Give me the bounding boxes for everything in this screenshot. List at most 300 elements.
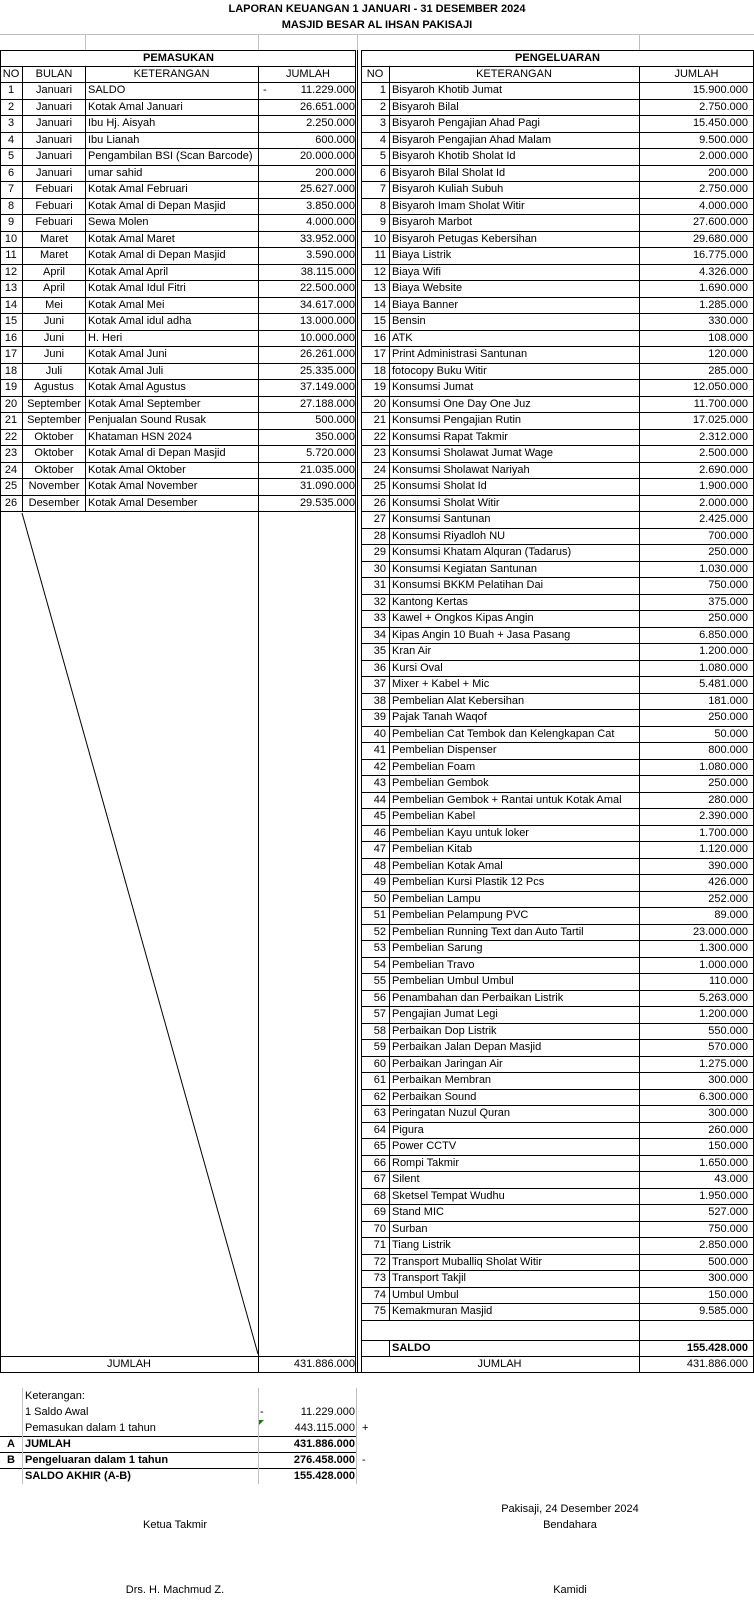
grid-hline xyxy=(361,544,754,545)
expense-row-amount: 2.690.000 xyxy=(699,463,748,476)
expense-row-desc: Kantong Kertas xyxy=(392,595,468,608)
expense-row-no: 72 xyxy=(373,1255,386,1268)
expense-row-no: 39 xyxy=(373,711,386,723)
grid-vline xyxy=(85,66,86,511)
income-row-month: Januari xyxy=(35,100,73,113)
expense-row-no: 18 xyxy=(373,364,386,377)
expense-row-no: 40 xyxy=(373,727,386,740)
expense-row-amount: 6.300.000 xyxy=(699,1090,748,1103)
expense-row-no: 37 xyxy=(373,678,386,690)
expense-heading: PENGELUARAN xyxy=(515,52,600,64)
income-row-desc: Ibu Hj. Aisyah xyxy=(88,117,156,129)
grid-hline xyxy=(361,610,754,611)
grid-hline xyxy=(361,346,754,347)
expense-row-desc: Bisyaroh Pengajian Ahad Pagi xyxy=(392,117,540,129)
income-row-amount: 38.115.000 xyxy=(300,265,355,278)
income-col-desc: KETERANGAN xyxy=(133,68,210,80)
expense-row-amount: 750.000 xyxy=(708,579,748,591)
grid-hline xyxy=(0,313,355,314)
income-row-desc: Kotak Amal Januari xyxy=(88,100,183,113)
expense-row-desc: Pajak Tanah Waqof xyxy=(392,711,487,723)
grid-hline xyxy=(361,775,754,776)
expense-row-desc: Silent xyxy=(392,1173,420,1185)
cell-comment-marker xyxy=(259,1420,264,1425)
income-row-month: Januari xyxy=(35,150,73,162)
expense-row-desc: Pigura xyxy=(392,1123,424,1136)
expense-row-no: 24 xyxy=(373,463,386,476)
expense-row-amount: 1.700.000 xyxy=(699,826,748,839)
grid-hline xyxy=(361,1089,754,1090)
grid-hline xyxy=(361,396,754,397)
expense-row-no: 26 xyxy=(373,496,386,509)
income-row-desc: umar sahid xyxy=(88,166,143,179)
income-row-amount: 13.000.000 xyxy=(299,315,355,327)
expense-row-amount: 16.775.000 xyxy=(692,249,748,261)
expense-row-desc: Bisyaroh Bilal Sholat Id xyxy=(392,166,506,179)
grid-hline xyxy=(0,82,355,83)
expense-row-desc: Pembelian Alat Kebersihan xyxy=(392,694,525,707)
expense-row-desc: Rompi Takmir xyxy=(392,1156,460,1169)
expense-row-amount: 200.000 xyxy=(708,166,748,179)
expense-row-desc: Konsumsi Kegiatan Santunan xyxy=(392,562,537,575)
grid-hline xyxy=(361,1270,754,1271)
grid-hline xyxy=(361,1138,754,1139)
grid-vline xyxy=(357,50,358,1372)
expense-row-desc: Konsumsi Khatam Alquran (Tadarus) xyxy=(392,546,572,558)
income-row-amount: 25.627.000 xyxy=(299,183,355,195)
income-row-month: Januari xyxy=(35,166,73,179)
grid-vline xyxy=(85,34,86,50)
expense-row-desc: Bisyaroh Khotib Jumat xyxy=(392,84,503,96)
expense-row-amount: 1.080.000 xyxy=(699,661,748,674)
expense-row-amount: 89.000 xyxy=(714,909,748,921)
expense-row-amount: 1.650.000 xyxy=(699,1156,748,1169)
expense-row-amount: 280.000 xyxy=(708,793,748,806)
income-row-desc: Pengambilan BSI (Scan Barcode) xyxy=(88,150,253,162)
expense-row-desc: Bisyaroh Imam Sholat Witir xyxy=(392,199,525,212)
income-row-no: 23 xyxy=(4,447,18,459)
income-row-amount: 4.000.000 xyxy=(306,216,355,228)
income-row-no: 9 xyxy=(7,216,15,228)
income-row-amount: 3.590.000 xyxy=(306,249,355,261)
expense-row-amount: 800.000 xyxy=(708,744,748,756)
income-row-month: Febuari xyxy=(35,183,73,195)
income-row-desc: Kotak Amal April xyxy=(88,265,169,278)
expense-row-no: 16 xyxy=(373,331,386,344)
grid-hline xyxy=(361,940,754,941)
expense-row-no: 41 xyxy=(373,744,386,756)
expense-row-no: 70 xyxy=(373,1222,386,1235)
grid-hline xyxy=(0,511,355,512)
grid-vline xyxy=(356,1388,357,1484)
expense-row-amount: 6.850.000 xyxy=(699,628,748,641)
grid-hline xyxy=(361,924,754,925)
expense-row-no: 11 xyxy=(374,249,386,261)
expense-row-amount: 426.000 xyxy=(708,876,748,888)
expense-row-no: 28 xyxy=(373,529,386,542)
expense-row-no: 5 xyxy=(379,150,386,162)
income-row-no: 14 xyxy=(4,298,18,311)
grid-hline xyxy=(361,973,754,974)
grid-vline xyxy=(258,66,259,1372)
expense-row-no: 33 xyxy=(373,612,386,624)
grid-hline xyxy=(0,280,355,281)
expense-row-desc: Kursi Oval xyxy=(392,661,443,674)
expense-row-amount: 43.000 xyxy=(714,1173,748,1185)
grid-hline xyxy=(361,643,754,644)
income-col-amount: JUMLAH xyxy=(285,68,330,80)
income-row-no: 18 xyxy=(4,364,18,377)
grid-hline xyxy=(0,429,355,430)
income-row-desc: Kotak Amal di Depan Masjid xyxy=(88,447,226,459)
expense-row-desc: Pembelian Kayu untuk loker xyxy=(392,826,529,839)
income-row-no: 10 xyxy=(4,232,18,245)
expense-row-desc: Pembelian Umbul Umbul xyxy=(392,975,514,987)
mosque-name: MASJID BESAR AL IHSAN PAKISAJI xyxy=(281,19,473,31)
expense-row-desc: Pembelian Lampu xyxy=(392,892,481,905)
expense-row-amount: 285.000 xyxy=(708,364,748,377)
expense-row-amount: 330.000 xyxy=(708,315,748,327)
grid-hline xyxy=(361,907,754,908)
expense-row-no: 34 xyxy=(373,628,386,641)
expense-row-no: 21 xyxy=(373,414,386,426)
notes-heading: Keterangan: xyxy=(25,1390,85,1402)
expense-row-desc: fotocopy Buku Witir xyxy=(392,364,487,377)
expense-row-amount: 300.000 xyxy=(708,1074,748,1086)
grid-vline xyxy=(639,34,640,50)
expense-row-no: 63 xyxy=(373,1107,386,1119)
income-row-month: Juli xyxy=(45,364,63,377)
pemasukan-label: Pemasukan dalam 1 tahun xyxy=(25,1422,156,1434)
expense-row-amount: 29.680.000 xyxy=(692,232,748,245)
expense-row-no: 22 xyxy=(373,430,386,443)
grid-hline xyxy=(361,726,754,727)
income-row-amount: 33.952.000 xyxy=(299,232,355,245)
expense-row-no: 65 xyxy=(373,1140,386,1152)
income-row-month: Oktober xyxy=(34,463,74,476)
expense-row-amount: 9.585.000 xyxy=(699,1305,748,1317)
expense-row-amount: 250.000 xyxy=(708,546,748,558)
expense-row-amount: 11.700.000 xyxy=(693,397,748,410)
income-row-month: Febuari xyxy=(35,216,73,228)
income-row-amount: 37.149.000 xyxy=(299,381,355,393)
grid-hline xyxy=(361,858,754,859)
expense-row-desc: Pembelian Gembok + Rantai untuk Kotak Amal xyxy=(392,793,622,806)
income-row-no: 26 xyxy=(4,496,18,509)
expense-row-amount: 27.600.000 xyxy=(692,216,748,228)
income-row-month: Januari xyxy=(35,84,73,96)
expense-row-amount: 181.000 xyxy=(708,694,748,707)
expense-row-desc: Konsumsi Sholat Witir xyxy=(392,496,500,509)
income-row-amount: 34.617.000 xyxy=(299,298,355,311)
grid-hline xyxy=(361,445,754,446)
grid-hline xyxy=(361,313,754,314)
grid-hline xyxy=(361,1006,754,1007)
expense-row-no: 55 xyxy=(373,975,386,987)
row-b-label: Pengeluaran dalam 1 tahun xyxy=(25,1454,169,1466)
expense-row-amount: 1.900.000 xyxy=(699,480,748,492)
income-row-no: 13 xyxy=(4,282,18,294)
expense-row-amount: 250.000 xyxy=(708,711,748,723)
expense-row-no: 67 xyxy=(373,1173,386,1185)
expense-row-amount: 2.750.000 xyxy=(699,100,748,113)
expense-row-no: 6 xyxy=(379,166,386,179)
grid-hline xyxy=(361,50,754,51)
income-row-amount: 500.000 xyxy=(315,414,355,426)
income-row-amount: 3.850.000 xyxy=(306,199,355,212)
expense-row-no: 48 xyxy=(373,859,386,872)
left-signatory-name: Drs. H. Machmud Z. xyxy=(125,1584,225,1596)
expense-row-no: 59 xyxy=(373,1041,386,1053)
grid-hline xyxy=(361,1072,754,1073)
grid-hline xyxy=(0,346,355,347)
income-row-desc: Kotak Amal Juli xyxy=(88,364,164,377)
grid-hline xyxy=(361,297,754,298)
income-row-month: Oktober xyxy=(34,430,74,443)
income-row-month: Januari xyxy=(35,133,73,146)
grid-hline xyxy=(0,1372,754,1373)
expense-row-desc: Tiang Listrik xyxy=(392,1239,451,1251)
expense-row-no: 32 xyxy=(373,595,386,608)
grid-hline xyxy=(0,412,355,413)
expense-row-no: 68 xyxy=(373,1189,386,1202)
grid-hline xyxy=(0,297,355,298)
expense-row-no: 60 xyxy=(373,1057,386,1070)
expense-row-no: 47 xyxy=(373,843,386,855)
income-heading: PEMASUKAN xyxy=(143,52,214,64)
expense-row-desc: Pembelian Running Text dan Auto Tartil xyxy=(392,925,584,938)
saldo-awal-value: 11.229.000 xyxy=(300,1406,355,1418)
grid-hline xyxy=(361,511,754,512)
expense-row-no: 61 xyxy=(373,1074,386,1086)
income-row-amount: 26.261.000 xyxy=(299,348,355,360)
grid-vline xyxy=(22,66,23,511)
income-row-desc: Kotak Amal November xyxy=(88,480,198,492)
income-row-month: Juni xyxy=(43,331,65,344)
grid-hline xyxy=(361,478,754,479)
expense-row-desc: Transport Takjil xyxy=(392,1272,466,1284)
expense-row-no: 12 xyxy=(373,265,386,278)
expense-row-desc: Pembelian Cat Tembok dan Kelengkapan Cat xyxy=(392,727,615,740)
income-row-desc: Sewa Molen xyxy=(88,216,149,228)
row-a-label: JUMLAH xyxy=(25,1438,71,1450)
grid-hline xyxy=(361,462,754,463)
income-row-month: Maret xyxy=(39,232,69,245)
income-row-no: 16 xyxy=(4,331,18,344)
expense-row-desc: Bisyaroh Pengajian Ahad Malam xyxy=(392,133,551,146)
grid-hline xyxy=(0,478,355,479)
expense-row-no: 74 xyxy=(373,1288,386,1301)
expense-row-amount: 1.030.000 xyxy=(699,562,748,575)
grid-hline xyxy=(361,1056,754,1057)
expense-row-no: 7 xyxy=(379,183,386,195)
income-row-amount: 26.651.000 xyxy=(299,100,355,113)
income-row-month: September xyxy=(27,397,81,410)
pemasukan-value: 443.115.000 xyxy=(294,1422,355,1434)
grid-hline xyxy=(361,264,754,265)
expense-row-desc: Konsumsi Sholawat Jumat Wage xyxy=(392,447,553,459)
grid-hline xyxy=(0,181,355,182)
grid-hline xyxy=(361,1023,754,1024)
grid-vline xyxy=(389,1340,390,1356)
expense-row-no: 31 xyxy=(373,579,386,591)
expense-row-amount: 5.263.000 xyxy=(699,991,748,1004)
expense-row-amount: 750.000 xyxy=(708,1222,748,1235)
place-date: Pakisaji, 24 Desember 2024 xyxy=(501,1503,639,1515)
income-row-month: April xyxy=(42,282,65,294)
grid-hline xyxy=(361,82,754,83)
grid-hline xyxy=(361,990,754,991)
expense-row-desc: Pembelian Sarung xyxy=(392,942,483,954)
expense-row-desc: Konsumsi BKKM Pelatihan Dai xyxy=(392,579,544,591)
expense-row-desc: Kemakmuran Masjid xyxy=(392,1305,493,1317)
grid-hline xyxy=(361,379,754,380)
expense-row-amount: 1.690.000 xyxy=(699,282,748,294)
income-row-no: 2 xyxy=(7,100,15,113)
expense-row-amount: 300.000 xyxy=(708,1107,748,1119)
expense-row-desc: Konsumsi Riyadloh NU xyxy=(392,529,506,542)
expense-row-amount: 50.000 xyxy=(714,727,748,740)
expense-row-desc: Pembelian Kabel xyxy=(392,810,476,822)
expense-row-desc: Konsumsi Rapat Takmir xyxy=(392,430,508,443)
expense-row-desc: Bisyaroh Bilal xyxy=(392,100,459,113)
expense-row-no: 46 xyxy=(373,826,386,839)
grid-hline xyxy=(0,132,355,133)
expense-col-no: NO xyxy=(366,68,384,80)
grid-hline xyxy=(0,66,355,67)
income-row-no: 19 xyxy=(4,381,18,393)
expense-row-amount: 1.200.000 xyxy=(699,645,748,657)
grid-hline xyxy=(361,181,754,182)
expense-row-no: 53 xyxy=(373,942,386,954)
income-total-value: 431.886.000 xyxy=(293,1358,355,1370)
expense-row-desc: Konsumsi Pengajian Rutin xyxy=(392,414,522,426)
grid-vline xyxy=(639,66,640,1372)
grid-vline xyxy=(258,34,259,50)
income-row-amount: 5.720.000 xyxy=(306,447,355,459)
expense-row-amount: 1.950.000 xyxy=(699,1189,748,1202)
expense-row-no: 29 xyxy=(373,546,386,558)
grid-hline xyxy=(361,1171,754,1172)
expense-total-value: 431.886.000 xyxy=(686,1358,748,1370)
income-row-no: 15 xyxy=(4,315,18,327)
expense-row-desc: Print Administrasi Santunan xyxy=(392,348,528,360)
expense-row-desc: Pembelian Kursi Plastik 12 Pcs xyxy=(392,876,545,888)
income-row-month: Maret xyxy=(39,249,69,261)
income-row-amount: 25.335.000 xyxy=(299,364,355,377)
expense-row-amount: 1.275.000 xyxy=(699,1057,748,1070)
income-row-no: 12 xyxy=(4,265,18,278)
expense-row-amount: 2.850.000 xyxy=(699,1239,748,1251)
income-row-month: Juni xyxy=(43,348,65,360)
expense-row-no: 69 xyxy=(373,1206,386,1218)
grid-hline xyxy=(361,891,754,892)
income-row-amount: 2.250.000 xyxy=(306,117,355,129)
row-b-letter: B xyxy=(7,1454,15,1466)
expense-row-desc: Pembelian Kitab xyxy=(392,843,473,855)
grid-hline xyxy=(361,363,754,364)
right-signatory-role: Bendahara xyxy=(543,1519,597,1531)
expense-row-no: 49 xyxy=(373,876,386,888)
expense-row-no: 62 xyxy=(373,1090,386,1103)
expense-total-label: JUMLAH xyxy=(477,1358,522,1370)
expense-row-no: 44 xyxy=(373,793,386,806)
expense-row-no: 66 xyxy=(373,1156,386,1169)
expense-row-amount: 2.000.000 xyxy=(699,496,748,509)
grid-hline xyxy=(361,66,754,67)
expense-col-desc: KETERANGAN xyxy=(476,68,552,80)
expense-row-desc: Bisyaroh Kuliah Subuh xyxy=(392,183,504,195)
expense-row-no: 42 xyxy=(373,760,386,773)
grid-hline xyxy=(0,198,355,199)
expense-row-no: 50 xyxy=(373,892,386,905)
expense-row-desc: Pembelian Kotak Amal xyxy=(392,859,503,872)
income-row-desc: Khataman HSN 2024 xyxy=(88,430,192,443)
grid-hline xyxy=(361,247,754,248)
minus-sign: - xyxy=(362,1454,366,1466)
expense-row-no: 17 xyxy=(373,348,386,360)
income-row-amount: 10.000.000 xyxy=(299,331,355,344)
grid-hline xyxy=(0,264,355,265)
grid-hline xyxy=(361,1122,754,1123)
expense-row-no: 23 xyxy=(373,447,386,459)
grid-hline xyxy=(361,627,754,628)
expense-row-desc: Sketsel Tempat Wudhu xyxy=(392,1189,505,1202)
grid-hline xyxy=(361,132,754,133)
grid-hline xyxy=(361,693,754,694)
expense-row-desc: Perbaikan Jalan Depan Masjid xyxy=(392,1041,542,1053)
expense-row-amount: 390.000 xyxy=(708,859,748,872)
income-row-amount: 600.000 xyxy=(315,133,355,146)
expense-row-desc: Perbaikan Membran xyxy=(392,1074,492,1086)
income-row-desc: Kotak Amal idul adha xyxy=(88,315,192,327)
expense-row-desc: Biaya Wifi xyxy=(392,265,441,278)
expense-row-desc: Bisyaroh Petugas Kebersihan xyxy=(392,232,537,245)
expense-row-no: 3 xyxy=(379,117,386,129)
income-total-label: JUMLAH xyxy=(106,1358,151,1370)
income-row-desc: Kotak Amal Juni xyxy=(88,348,167,360)
grid-hline xyxy=(0,445,355,446)
grid-hline xyxy=(0,363,355,364)
expense-row-amount: 252.000 xyxy=(708,892,748,905)
expense-row-no: 45 xyxy=(373,810,386,822)
income-row-desc: Penjualan Sound Rusak xyxy=(88,414,207,426)
grid-hline xyxy=(361,1204,754,1205)
grid-hline xyxy=(361,214,754,215)
grid-hline xyxy=(361,1237,754,1238)
income-row-amount: 29.535.000 xyxy=(299,496,355,509)
grid-vline xyxy=(355,50,356,1372)
expense-row-desc: Pembelian Gembok xyxy=(392,777,489,789)
expense-row-amount: 150.000 xyxy=(708,1140,748,1152)
income-row-amount: 11.229.000 xyxy=(300,84,355,96)
grid-hline xyxy=(361,759,754,760)
saldo-awal-prefix: - xyxy=(260,1406,264,1418)
expense-row-no: 2 xyxy=(379,100,386,113)
expense-row-desc: Kawel + Ongkos Kipas Angin xyxy=(392,612,534,624)
expense-row-no: 56 xyxy=(373,991,386,1004)
expense-row-amount: 2.500.000 xyxy=(699,447,748,459)
expense-row-no: 10 xyxy=(373,232,386,245)
grid-hline xyxy=(361,1155,754,1156)
income-row-desc: Ibu Lianah xyxy=(88,133,140,146)
income-row-no: 24 xyxy=(4,463,18,476)
grid-vline xyxy=(357,34,358,50)
income-row-amount: 20.000.000 xyxy=(299,150,355,162)
expense-row-desc: Pengajian Jumat Legi xyxy=(392,1008,498,1020)
grid-hline xyxy=(0,495,355,496)
expense-row-desc: Konsumsi One Day One Juz xyxy=(392,397,531,410)
